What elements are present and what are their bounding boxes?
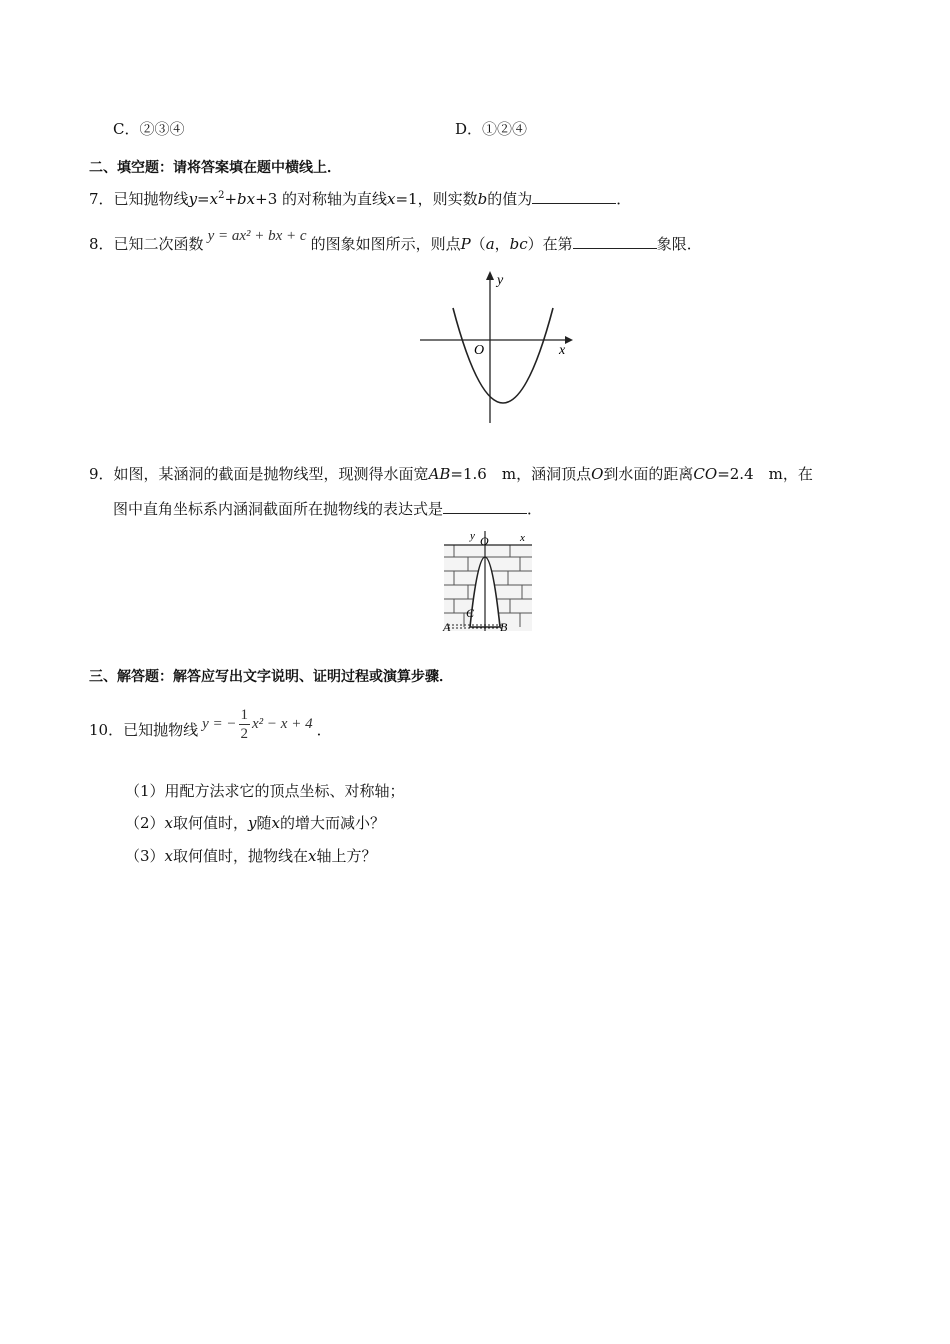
- section-2-heading: 二、填空题：请将答案填在题中横线上．: [89, 160, 341, 176]
- option-d-value: ①②④: [482, 120, 528, 138]
- q10-eq-left: y = −: [202, 716, 237, 732]
- q10-part3-x2: x: [308, 847, 317, 865]
- option-c-value: ②③④: [139, 120, 185, 138]
- q8-y-arrow-icon: [486, 271, 494, 280]
- q7-sq: 2: [218, 190, 225, 201]
- option-d: [455, 118, 527, 139]
- q9-b-label: B: [500, 620, 508, 634]
- option-c: [113, 118, 185, 139]
- q7-plus: +: [224, 190, 238, 208]
- q10-part2-a: （2）: [125, 814, 165, 832]
- q8-text2: 的图象如图所示，则点: [310, 235, 461, 253]
- q7-rest1: +3 的对称轴为直线: [255, 190, 388, 208]
- q9-x-label: x: [520, 532, 525, 544]
- q8-number: 8．: [89, 235, 114, 253]
- q8-function: y = ax² + bx + c: [207, 228, 307, 244]
- q7-var-x3: x: [387, 190, 396, 208]
- q7-var-x: x: [209, 190, 219, 208]
- q8-answer-blank[interactable]: [573, 234, 657, 249]
- q9-a-label: A: [443, 620, 451, 634]
- q10-text: 已知抛物线: [123, 721, 199, 739]
- q9-culvert-figure: [440, 527, 538, 635]
- q8-var-bc: bc: [509, 235, 528, 253]
- q10-part3-b: 取何值时，抛物线在: [173, 847, 309, 865]
- q10-part2-c: 随: [256, 814, 272, 832]
- q10-part3-x: x: [164, 847, 174, 865]
- section-3-heading: 三、解答题：解答应写出文字说明、证明过程或演算步骤．: [89, 669, 453, 685]
- q10-part2-y: y: [248, 814, 257, 832]
- q9-line1b: =1.6 m，涵洞顶点: [450, 465, 592, 483]
- q10-part2-x: x: [164, 814, 174, 832]
- q10-part-2: [125, 812, 385, 833]
- q8-var-a: a: [485, 235, 495, 253]
- q7-end: ．: [616, 190, 632, 208]
- q8-x-label: x: [559, 343, 566, 358]
- q9-var-CO: CO: [693, 465, 718, 483]
- q9-line1d: =2.4 m，在: [717, 465, 813, 483]
- q10-frac-numerator: 1: [240, 707, 249, 723]
- q10-part-1: （1）用配方法求它的顶点坐标、对称轴；: [125, 782, 405, 800]
- q7-eq: =: [197, 190, 210, 208]
- q10-eq-right: x² − x + 4: [252, 716, 313, 732]
- question-8: [89, 228, 702, 254]
- q7-var-b2: b: [477, 190, 488, 208]
- q10-part-3: [125, 845, 377, 866]
- q7-var-y: y: [188, 190, 198, 208]
- q7-var-x2: x: [246, 190, 256, 208]
- q7-number: 7．: [89, 190, 114, 208]
- q8-comma: ，: [494, 235, 510, 253]
- q8-var-P: P: [460, 235, 471, 253]
- q7-answer-blank[interactable]: [532, 189, 616, 204]
- option-d-label: D．: [455, 120, 483, 138]
- q8-y-label: y: [497, 273, 504, 288]
- q10-number: 10．: [89, 721, 124, 739]
- q8-parabola-curve: [453, 308, 553, 403]
- q7-var-b: b: [237, 190, 247, 208]
- q7-rest2: =1，则实数: [395, 190, 478, 208]
- q9-line1c: 到水面的距离: [603, 465, 694, 483]
- q8-x-arrow-icon: [565, 336, 573, 344]
- q8-parabola-graph: [415, 268, 575, 428]
- q9-y-label: y: [470, 530, 475, 542]
- q10-part2-x2: x: [271, 814, 280, 832]
- q10-part3-a: （3）: [125, 847, 165, 865]
- question-9-line-2: [113, 498, 542, 519]
- q9-o-label: O: [480, 534, 489, 548]
- q9-line1a: 如图，某涵洞的截面是抛物线型，现测得水面宽: [113, 465, 429, 483]
- q7-text: 已知抛物线: [113, 190, 189, 208]
- q9-line2: 图中直角坐标系内涵洞截面所在抛物线的表达式是: [113, 500, 444, 518]
- q10-part3-c: 轴上方？: [316, 847, 377, 865]
- q8-open: （: [470, 235, 486, 253]
- q10-fraction: [239, 706, 251, 743]
- q8-origin-label: O: [474, 343, 485, 358]
- question-10: [89, 706, 332, 743]
- q8-text: 已知二次函数: [113, 235, 204, 253]
- q10-end: ．: [316, 721, 332, 739]
- q9-end: ．: [527, 500, 543, 518]
- option-c-label: C．: [113, 120, 140, 138]
- q9-var-O: O: [591, 465, 604, 483]
- q9-number: 9．: [89, 465, 114, 483]
- question-9-line-1: [89, 463, 813, 484]
- q8-close: ）在第: [527, 235, 573, 253]
- q10-part2-d: 的增大而减小？: [280, 814, 386, 832]
- q9-answer-blank[interactable]: [443, 499, 527, 514]
- q10-frac-denominator: 2: [240, 726, 249, 742]
- q8-text3: 象限．: [656, 235, 702, 253]
- q9-var-AB: AB: [428, 465, 451, 483]
- question-7: [89, 188, 631, 209]
- q9-c-label: C: [466, 606, 475, 620]
- q7-rest3: 的值为: [487, 190, 533, 208]
- q10-part2-b: 取何值时，: [173, 814, 249, 832]
